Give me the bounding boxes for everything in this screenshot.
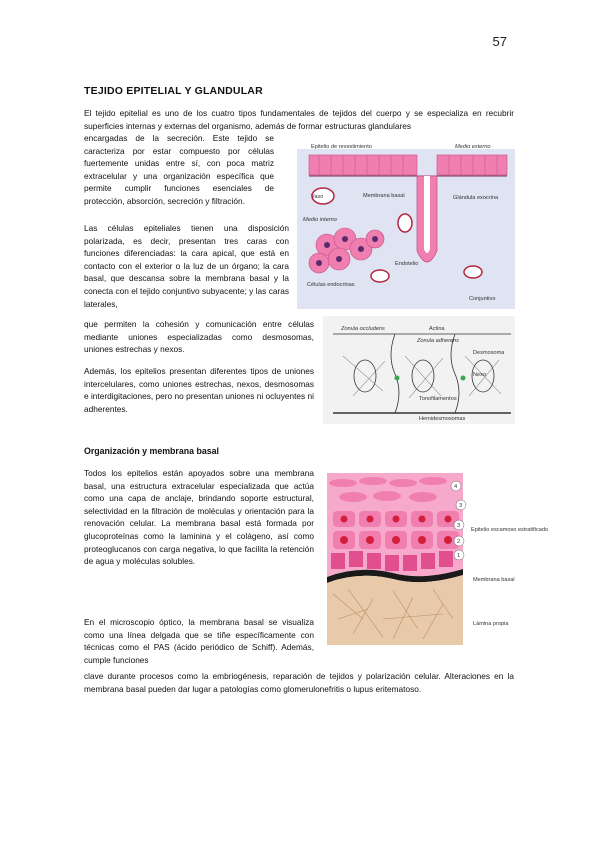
label-tonofilamentos: Tonofilamentos xyxy=(419,396,457,402)
figure2-background xyxy=(323,316,515,424)
label-desmosoma: Desmosoma xyxy=(473,350,505,356)
layer-number-3a: 3 xyxy=(459,503,463,509)
endothelium-vessel xyxy=(371,270,389,282)
paragraph-basal-membrane: Todos los epitelios están apoyados sobre una membrana basal, una estructura extracelular especializada que actúa como una capa de anclaje, brindando soporte estructural, selectividad en la filtración de moléculas y orientación para la renovación celular. La membrana basal está formada por glucoproteínas como la laminina y el colágeno, así como proteoglucanos con carga negativa, lo que facilita la retención de agua y moléculas solubles. xyxy=(84,468,314,567)
label-medio-interno: Medio interno xyxy=(303,217,337,223)
layer-number-2: 2 xyxy=(457,539,461,545)
layer-number-1: 1 xyxy=(457,553,461,559)
nexo-marker-2 xyxy=(395,376,400,381)
section-heading: Organización y membrana basal xyxy=(84,446,219,456)
label-celulas-endocrinas: Células endocrinas xyxy=(307,282,355,288)
label-endotelio: Endotelio xyxy=(395,261,419,267)
label-vaso: Vaso xyxy=(311,194,324,200)
label-actina: Actina xyxy=(429,326,445,332)
layer-number-3b: 3 xyxy=(457,523,461,529)
label-zonula-occludens: Zonula occludens xyxy=(341,326,385,332)
label-zonula-adherens: Zonula adherens xyxy=(417,338,459,344)
label-glandula-exocrina: Glándula exocrina xyxy=(453,195,499,201)
surface-epithelium-cells xyxy=(309,155,507,176)
label-membrana-basal-2: Membrana basal xyxy=(473,577,515,583)
label-membrana-basal-1: Membrana basal xyxy=(363,193,405,199)
label-conjuntivo: Conjuntivo xyxy=(469,296,496,302)
page-number: 57 xyxy=(492,34,507,49)
label-epitelio-revestimiento: Epitelio de revestimiento xyxy=(311,144,372,150)
page-title: TEJIDO EPITELIAL Y GLANDULAR xyxy=(84,85,263,97)
label-hemidesmosomas: Hemidesmosomas xyxy=(419,416,466,422)
paragraph-microscope: En el microscopio óptico, la membrana basal se visualiza como una línea delgada que se tiñe específicamente con técnicas como el PAS (ácido periódico de Schiff). Además, cumple funciones xyxy=(84,617,314,665)
vessel-shape-3 xyxy=(464,266,482,278)
label-lamina-propia: Lámina propia xyxy=(473,621,509,627)
label-epitelio-escamoso: Epitelio escamoso estratificado xyxy=(471,527,549,533)
nexo-marker xyxy=(461,376,466,381)
layer-number-4: 4 xyxy=(454,484,458,490)
paragraph-junctions: Además, los epitelios presentan diferentes tipos de uniones intercelulares, como uniones estrechas, nexos, desmosomas e interdigitaciones, pero no presentan uniones ni ocluyentes ni adherentes. xyxy=(84,366,314,414)
paragraph-intro: El tejido epitelial es uno de los cuatro tipos fundamentales de tejidos del cuerpo y se especializa en recubrir superficies internas y externas del organismo, además de formar estructuras glandulares xyxy=(84,108,514,131)
figure-epithelium-diagram xyxy=(297,141,515,309)
paragraph-intro-cont: encargadas de la secreción. Este tejido se caracteriza por estar compuesto por células fuertemente unidas entre sí, con poca matriz extracelular y una organización específica que permite cumplir funciones esenciales de protección, absorción, secreción y filtración. xyxy=(84,133,274,206)
label-nexo: Nexo xyxy=(473,372,487,378)
vessel-shape-2 xyxy=(398,214,412,232)
gland-lumen xyxy=(424,176,430,253)
paragraph-polarity: Las células epiteliales tienen una disposición polarizada, es decir, presentan tres caras con funciones diferenciadas: la cara apical, que está en contacto con el exterior o la luz de un órgano; la cara basal, que descansa sobre la membrana basal y la conecta con el tejido conjuntivo subyacente; y las caras laterales, xyxy=(84,223,289,309)
label-medio-externo: Medio externo xyxy=(455,144,491,150)
figure-intercellular-junctions xyxy=(323,316,515,424)
paragraph-polarity-cont: que permiten la cohesión y comunicación entre células mediante uniones especializadas como desmosomas, uniones estrechas y nexos. xyxy=(84,319,314,355)
figure-stratified-epithelium xyxy=(323,469,549,650)
paragraph-microscope-cont: clave durante procesos como la embriogénesis, reparación de tejidos y polarización celular. Alteraciones en la membrana basal pueden dar lugar a patologías como glomerulonefritis o lupus eritematoso. xyxy=(84,671,514,694)
